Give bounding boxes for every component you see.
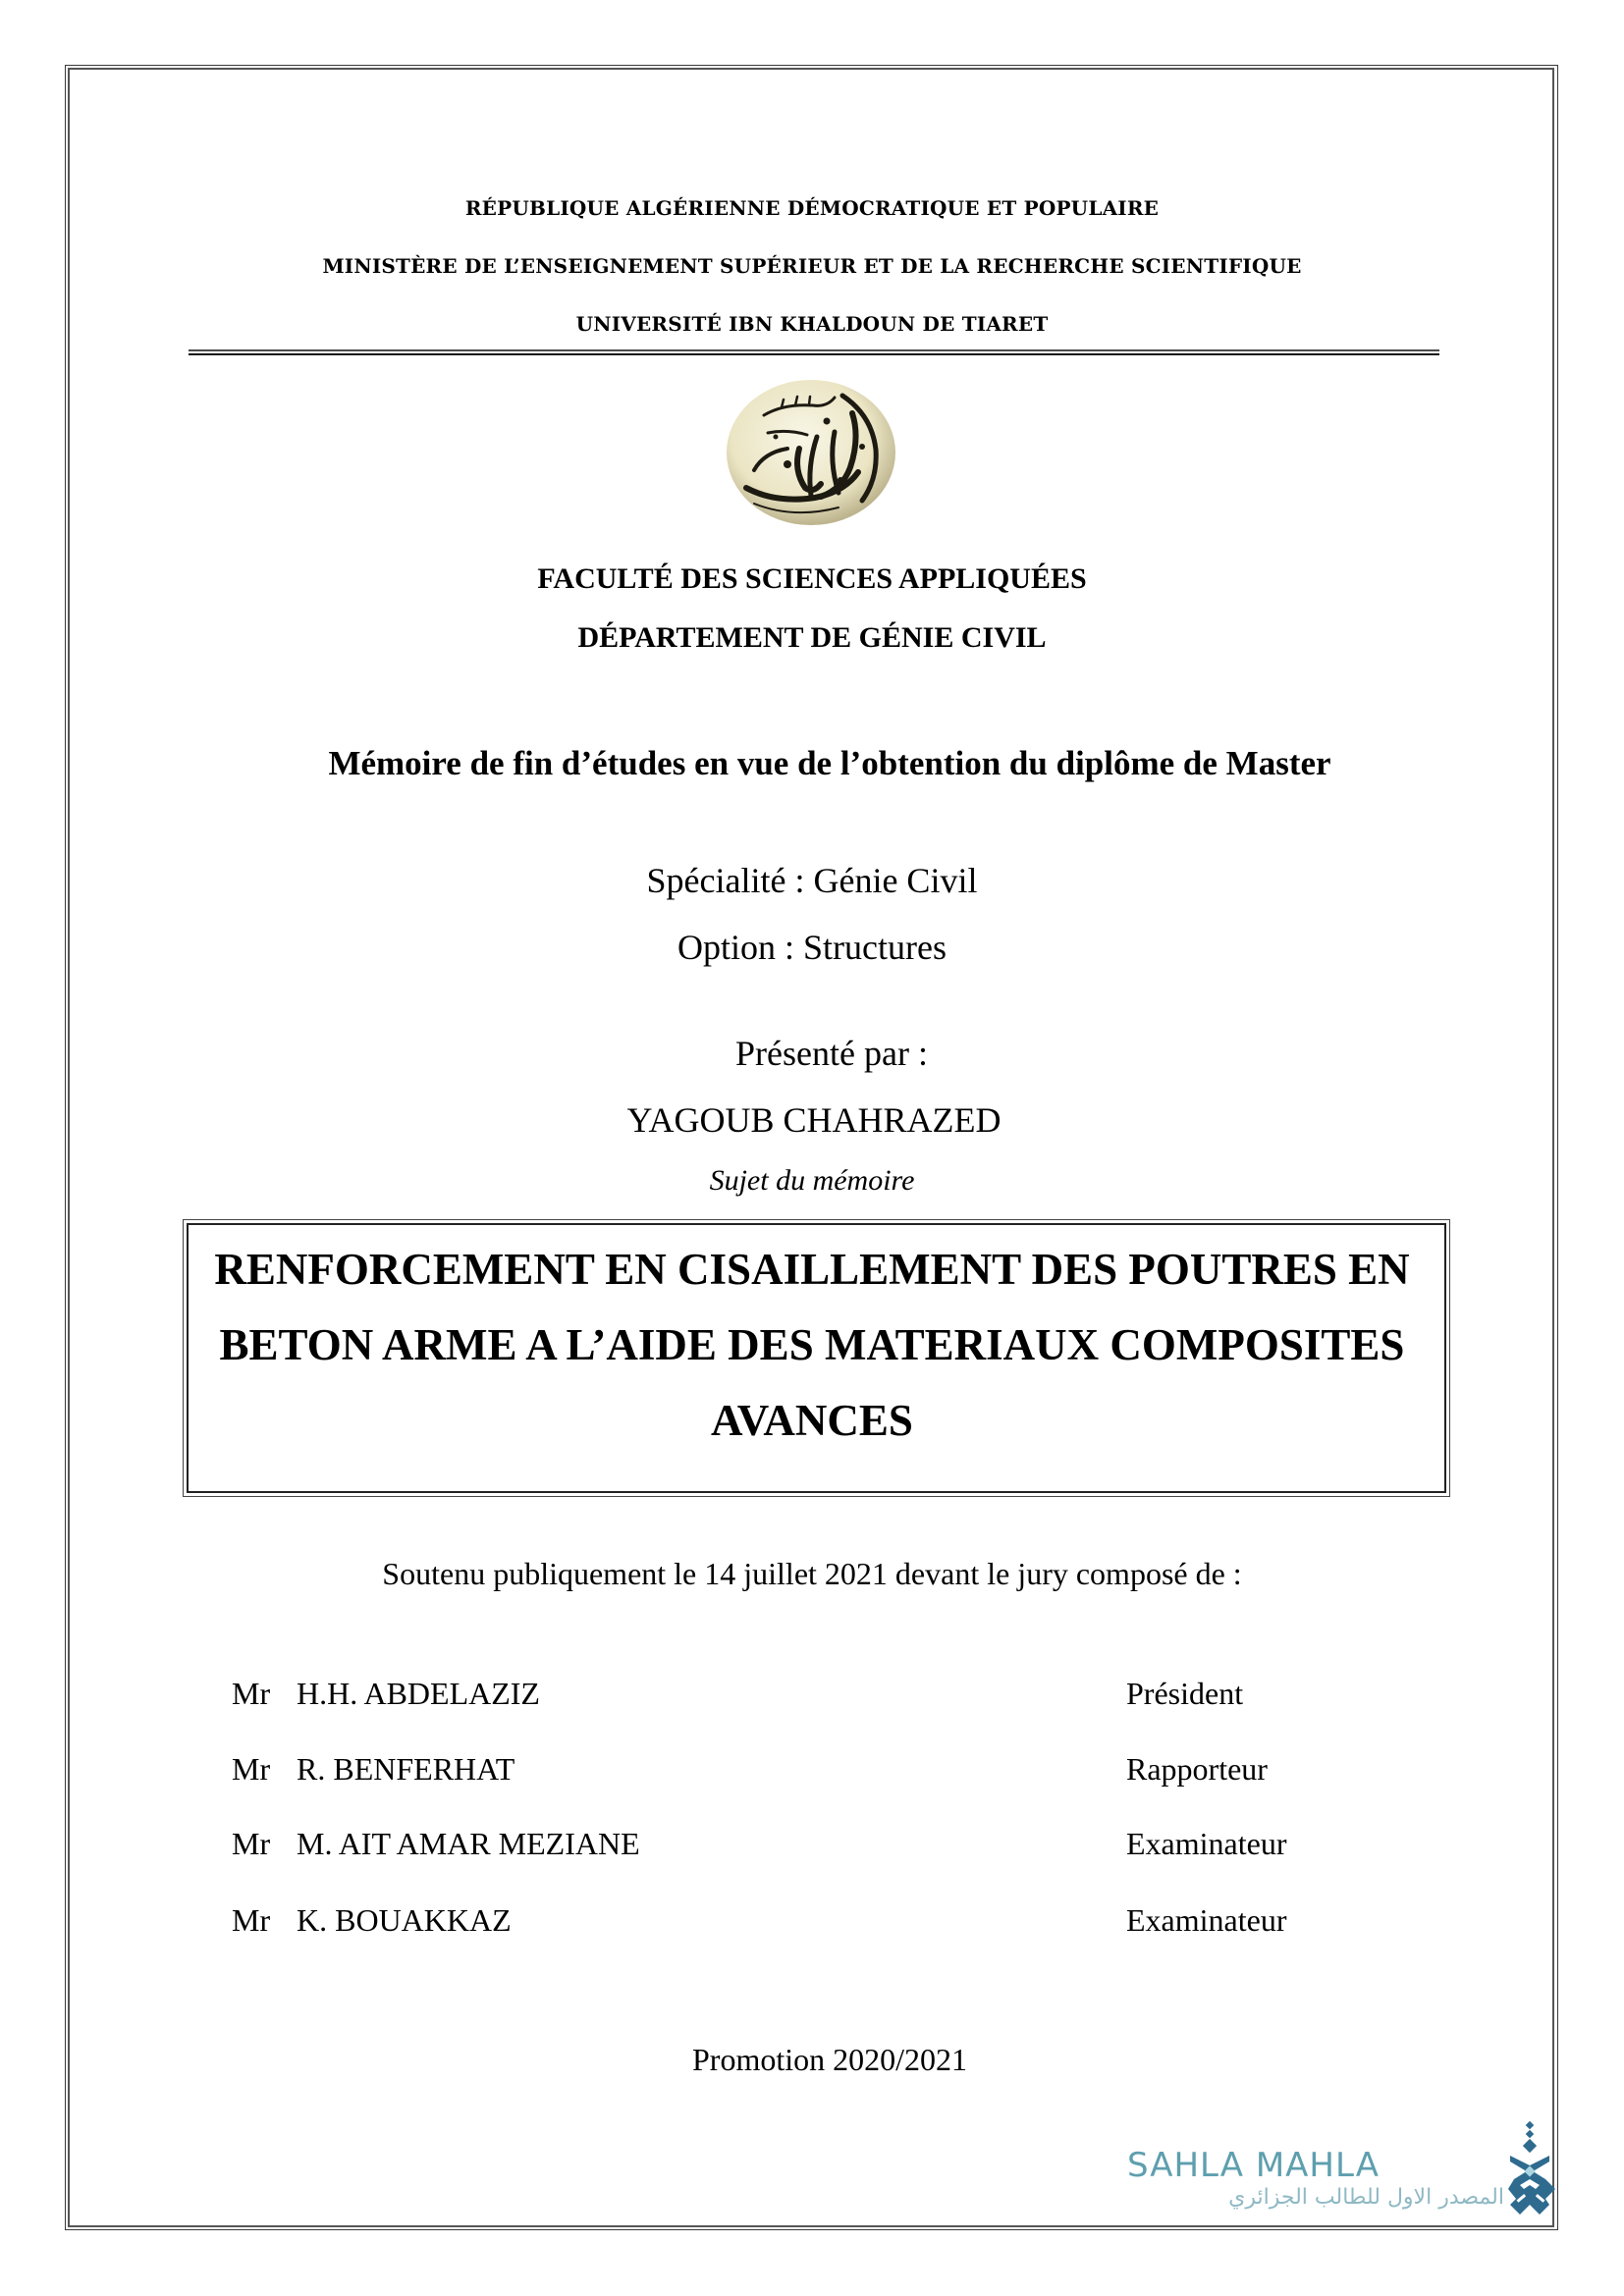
jury-row bbox=[232, 1674, 1410, 1713]
jury-name: H.H. ABDELAZIZ bbox=[297, 1676, 540, 1711]
jury-title: Mr bbox=[232, 1826, 271, 1861]
jury-title: Mr bbox=[232, 1751, 271, 1787]
thesis-purpose: Mémoire de fin d’études en vue de l’obtention du diplôme de Master bbox=[328, 744, 1331, 782]
jury-role: Examinateur bbox=[1126, 1902, 1287, 1938]
jury-role: Rapporteur bbox=[1126, 1751, 1268, 1787]
thesis-title-line-1: RENFORCEMENT EN CISAILLEMENT DES POUTRES EN bbox=[214, 1245, 1410, 1294]
sahla-mahla-watermark bbox=[1125, 2120, 1557, 2222]
jury-name: K. BOUAKKAZ bbox=[297, 1902, 512, 1938]
watermark-brand: SAHLA MAHLA bbox=[1127, 2146, 1380, 2185]
jury-title: Mr bbox=[232, 1902, 271, 1938]
header-republic: RÉPUBLIQUE ALGÉRIENNE DÉMOCRATIQUE ET POPULAIRE bbox=[464, 196, 1160, 220]
jury-name: R. BENFERHAT bbox=[297, 1751, 515, 1787]
option: Option : Structures bbox=[677, 928, 947, 967]
author-name: YAGOUB CHAHRAZED bbox=[626, 1100, 1001, 1140]
jury-row bbox=[232, 1749, 1410, 1789]
speciality: Spécialité : Génie Civil bbox=[646, 861, 978, 900]
promotion: Promotion 2020/2021 bbox=[691, 2042, 967, 2077]
header-double-rule bbox=[189, 349, 1439, 355]
faculty-name: FACULTÉ DES SCIENCES APPLIQUÉES bbox=[537, 562, 1087, 595]
presented-by-label: Présenté par : bbox=[735, 1034, 928, 1073]
subject-label: Sujet du mémoire bbox=[709, 1164, 915, 1197]
thesis-title-line-3: AVANCES bbox=[711, 1396, 913, 1445]
university-calligraphy-seal-icon bbox=[725, 378, 897, 527]
jury-role: Président bbox=[1126, 1676, 1244, 1711]
jury-name: M. AIT AMAR MEZIANE bbox=[297, 1826, 640, 1861]
header-ministry: MINISTÈRE DE L’ENSEIGNEMENT SUPÉRIEUR ET DE LA RECHERCHE SCIENTIFIQUE bbox=[322, 254, 1302, 278]
thesis-title-line-2: BETON ARME A L’AIDE DES MATERIAUX COMPOSITES bbox=[219, 1320, 1405, 1369]
jury-title: Mr bbox=[232, 1676, 271, 1711]
department-name: DÉPARTEMENT DE GÉNIE CIVIL bbox=[577, 621, 1047, 654]
defense-statement: Soutenu publiquement le 14 juillet 2021 devant le jury composé de : bbox=[382, 1556, 1242, 1591]
sahla-mahla-logo-icon bbox=[1506, 2120, 1559, 2218]
jury-row bbox=[232, 1824, 1410, 1863]
header-university: UNIVERSITÉ IBN KHALDOUN DE TIARET bbox=[575, 312, 1049, 336]
jury-role: Examinateur bbox=[1126, 1826, 1287, 1861]
jury-row bbox=[232, 1900, 1410, 1940]
watermark-tagline: المصدر الاول للطالب الجزائري bbox=[1228, 2185, 1504, 2210]
